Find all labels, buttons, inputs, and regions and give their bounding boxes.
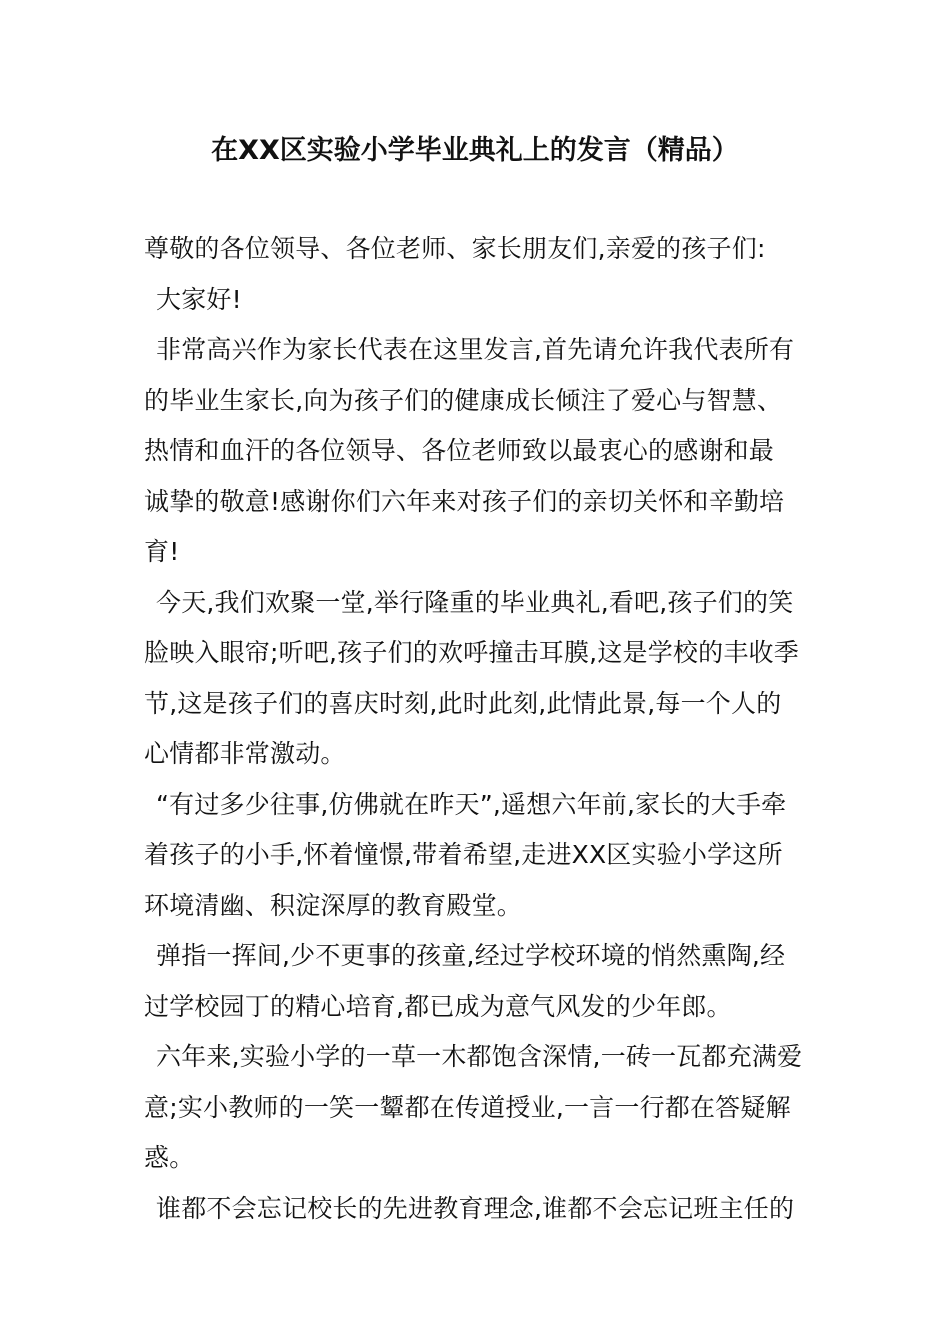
body-line: 环境清幽、积淀深厚的教育殿堂。 xyxy=(144,890,523,920)
body-line: 的毕业生家长,向为孩子们的健康成长倾注了爱心与智慧、 xyxy=(144,385,783,415)
body-line: 谁都不会忘记校长的先进教育理念,谁都不会忘记班主任的 xyxy=(156,1193,795,1223)
body-line: 六年来,实验小学的一草一木都饱含深情,一砖一瓦都充满爱 xyxy=(156,1042,803,1071)
body-line: 意;实小教师的一笑一颦都在传道授业,一言一行都在答疑解 xyxy=(144,1092,791,1122)
document-body xyxy=(144,224,808,1234)
body-line: 育! xyxy=(144,537,180,566)
body-line: 惑。 xyxy=(144,1143,195,1172)
body-line: 心情都非常激动。 xyxy=(144,739,346,768)
body-line: 节,这是孩子们的喜庆时刻,此时此刻,此情此景,每一个人的 xyxy=(144,688,782,718)
document-title: 在XX区实验小学毕业典礼上的发言（精品） xyxy=(211,135,739,166)
body-line: 今天,我们欢聚一堂,举行隆重的毕业典礼,看吧,孩子们的笑 xyxy=(156,587,794,617)
body-line: 过学校园丁的精心培育,都已成为意气风发的少年郎。 xyxy=(144,991,732,1021)
body-line: 大家好! xyxy=(156,284,242,314)
body-line: “有过多少往事,仿佛就在昨天”,遥想六年前,家长的大手牵 xyxy=(156,789,787,819)
body-line: 热情和血汗的各位领导、各位老师致以最衷心的感谢和最 xyxy=(144,436,775,465)
body-line: 脸映入眼帘;听吧,孩子们的欢呼撞击耳膜,这是学校的丰收季 xyxy=(144,638,799,667)
body-line: 非常高兴作为家长代表在这里发言,首先请允许我代表所有 xyxy=(156,335,795,364)
body-line: 着孩子的小手,怀着憧憬,带着希望,走进XX区实验小学这所 xyxy=(144,840,783,869)
body-line: 尊敬的各位领导、各位老师、家长朋友们,亲爱的孩子们: xyxy=(144,234,766,263)
body-line: 诚挚的敬意!感谢你们六年来对孩子们的亲切关怀和辛勤培 xyxy=(144,486,785,516)
body-line: 弹指一挥间,少不更事的孩童,经过学校环境的悄然熏陶,经 xyxy=(156,941,786,970)
